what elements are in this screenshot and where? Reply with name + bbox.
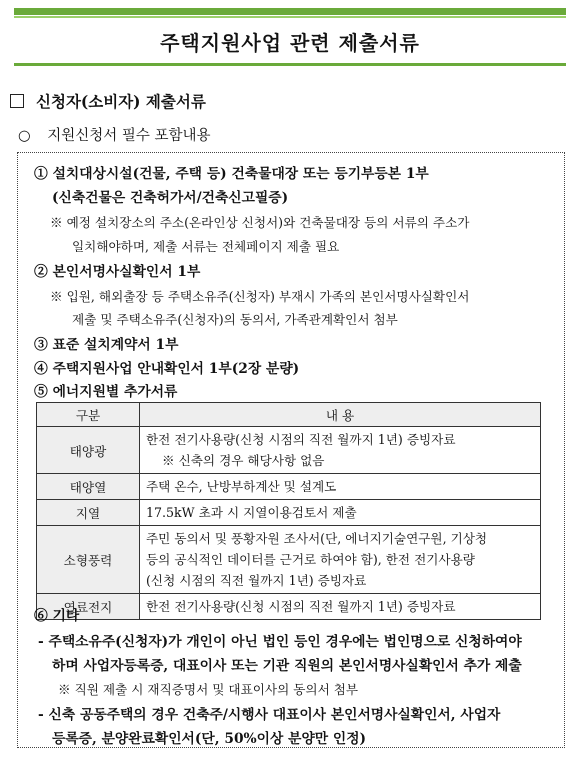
item-6-detail-2a: - 신축 공동주택의 경우 건축주/시행사 대표이사 본인서명사실확인서, 사업자	[38, 707, 501, 723]
table-row-line: (신청 시점의 직전 월까지 1년) 증빙자료	[146, 573, 367, 588]
item-1-note-2: 일치해야하며, 제출 서류는 전체페이지 제출 필요	[72, 239, 340, 254]
section-heading	[10, 90, 206, 112]
table-row-key: 소형풍력	[37, 526, 140, 594]
table-row-value	[140, 427, 541, 474]
table-row-value: 주택 온수, 난방부하계산 및 설계도	[140, 474, 541, 500]
table-row	[37, 594, 541, 620]
item-6-detail-1b: 하며 사업자등록증, 대표이사 또는 기관 직원의 본인서명사실확인서 추가 제출	[52, 658, 522, 674]
item-2-note-1: ※ 입원, 해외출장 등 주택소유주(신청자) 부재시 가족의 본인서명사실확인서	[50, 289, 470, 304]
title-bar-bottom	[14, 63, 566, 66]
table-row-key: 연료전지	[37, 594, 140, 620]
item-2: ② 본인서명사실확인서 1부	[34, 264, 201, 280]
table-header-row	[37, 403, 541, 427]
item-4: ④ 주택지원사업 안내확인서 1부(2장 분량)	[34, 361, 300, 377]
title-bar-top	[14, 8, 566, 15]
table-row-line: 주민 동의서 및 풍황자원 조사서(단, 에너지기술연구원, 기상청	[146, 531, 488, 546]
table-row-note: ※ 신축의 경우 해당사항 없음	[162, 453, 325, 468]
item-6-detail-1a: - 주택소유주(신청자)가 개인이 아닌 법인 등인 경우에는 법인명으로 신청하여야	[38, 634, 522, 650]
table-row-value: 17.5kW 초과 시 지열이용검토서 제출	[140, 500, 541, 526]
table-header-content: 내 용	[140, 403, 541, 427]
page-title: 주택지원사업 관련 제출서류	[160, 31, 420, 55]
table-row	[37, 474, 541, 500]
table-row-key: 태양열	[37, 474, 140, 500]
table-header-category: 구분	[37, 403, 140, 427]
item-5: ⑤ 에너지원별 추가서류	[34, 384, 178, 400]
table-row-value: 한전 전기사용량(신청 시점의 직전 월까지 1년) 증빙자료	[140, 594, 541, 620]
table-row-line: 등의 공식적인 데이터를 근거로 하여야 함), 한전 전기사용량	[146, 552, 475, 567]
item-3: ③ 표준 설치계약서 1부	[34, 337, 179, 353]
subsection-heading-text: 지원신청서 필수 포함내용	[47, 128, 211, 144]
item-1-sub: (신축건물은 건축허가서/건축신고필증)	[52, 190, 289, 206]
item-1: ① 설치대상시설(건물, 주택 등) 건축물대장 또는 등기부등본 1부	[34, 166, 429, 182]
item-6: ⑥ 기타	[34, 608, 80, 624]
table-row	[37, 526, 541, 594]
item-2-note-2: 제출 및 주택소유주(신청자)의 동의서, 가족관계확인서 첨부	[72, 312, 398, 327]
section-heading-text: 신청자(소비자) 제출서류	[36, 92, 206, 111]
item-1-note-1: ※ 예정 설치장소의 주소(온라인상 신청서)와 건축물대장 등의 서류의 주소가	[50, 215, 470, 230]
hollow-circle-icon: ○	[18, 128, 31, 144]
table-row-key: 태양광	[37, 427, 140, 474]
item-6-detail-2b: 등록증, 분양완료확인서(단, 50%이상 분양만 인정)	[52, 731, 367, 747]
table-row-value	[140, 526, 541, 594]
table-row-line: 한전 전기사용량(신청 시점의 직전 월까지 1년) 증빙자료	[146, 432, 456, 447]
checkbox-square-icon	[10, 94, 24, 108]
title-banner	[14, 8, 566, 66]
subsection-heading	[18, 124, 211, 145]
table-row	[37, 500, 541, 526]
table-row	[37, 427, 541, 474]
item-6-detail-1-note: ※ 직원 제출 시 재직증명서 및 대표이사의 동의서 첨부	[58, 682, 359, 697]
energy-documents-table	[36, 402, 541, 620]
table-row-key: 지열	[37, 500, 140, 526]
